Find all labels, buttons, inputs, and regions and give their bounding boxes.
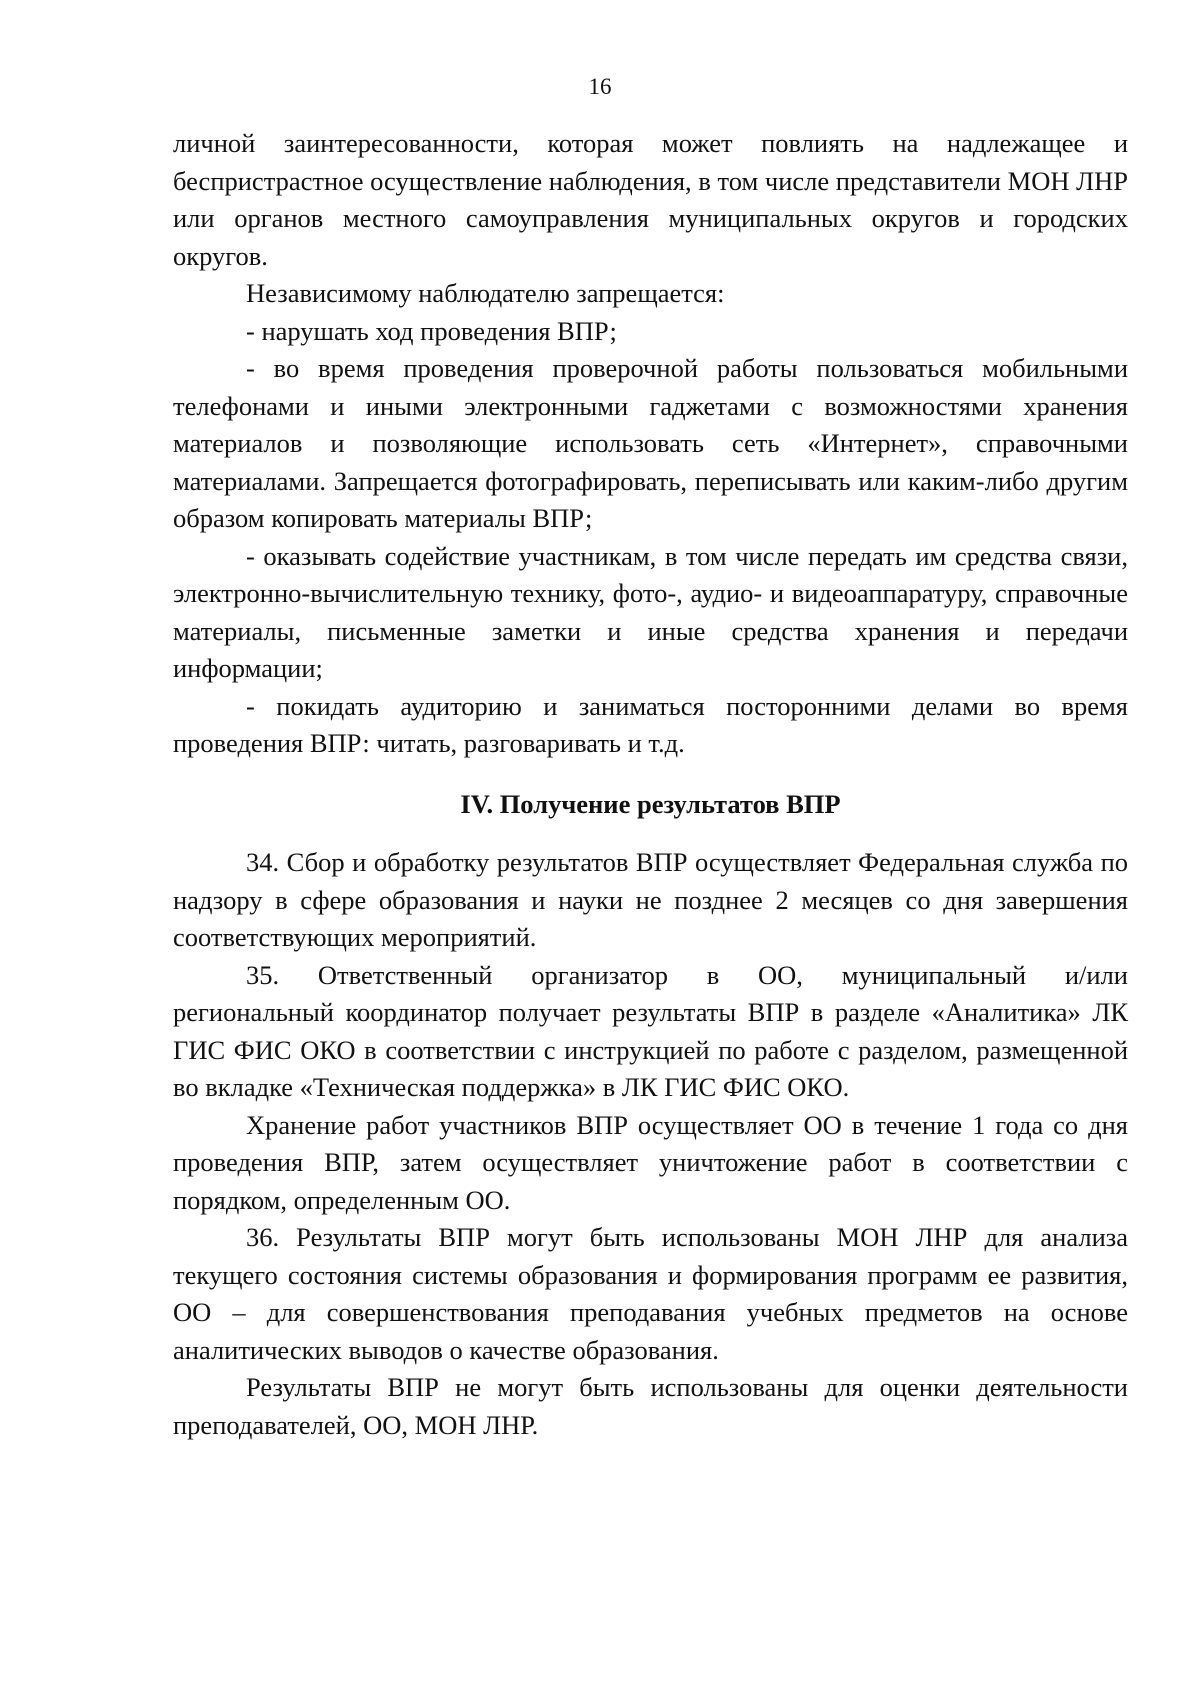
paragraph-35-first-line: 35. Ответственный организатор в ОО, муниципальный и/или — [246, 959, 1128, 990]
paragraph-continuation: личной заинтересованности, которая может повлиять на надлежащее и беспристрастное осуществление наблюдения, в том числе представители МОН ЛНР или органов местного самоуправления муниципальных округов и городских округов. — [173, 128, 1128, 271]
paragraph-36: 36. Результаты ВПР могут быть использованы МОН ЛНР для анализа текущего состояния системы образования и формирования программ ее развития, ОО – для совершенствования преподавания учебных предметов на основе аналитических выводов о качестве образования. — [173, 1222, 1128, 1365]
list-item-assistance: - оказывать содействие участникам, в том числе передать им средства связи, электронно-вычислительную технику, фото-, аудио- и видеоаппаратуру, справочные материалы, письменные заметки и иные средства хранения и передачи информации; — [173, 540, 1128, 683]
list-item-leave: - покидать аудиторию и заниматься посторонними делами во время проведения ВПР: читать, разговаривать и т.д. — [173, 690, 1128, 758]
paragraph-final: Результаты ВПР не могут быть использованы для оценки деятельности преподавателей, ОО, МОН ЛНР. — [173, 1372, 1128, 1440]
paragraph-storage: Хранение работ участников ВПР осуществляет ОО в течение 1 года со дня проведения ВПР, затем осуществляет уничтожение работ в соответствии с порядком, определенным ОО. — [173, 1109, 1128, 1215]
page-number: 16 — [588, 74, 612, 99]
document-body — [173, 125, 1128, 1444]
paragraph-35-rest: региональный координатор получает результаты ВПР в разделе «Аналитика» ЛК ГИС ФИС ОКО в соответствии с инструкцией по работе с разделом, размещенной во вкладке «Техническая поддержка» в ЛК ГИС ФИС ОКО. — [173, 997, 1128, 1102]
paragraph-34: 34. Сбор и обработку результатов ВПР осуществляет Федеральная служба по надзору в сфере образования и науки не позднее 2 месяцев со дня завершения соответствующих мероприятий. — [173, 847, 1128, 952]
paragraph-observer-prohibited: Независимому наблюдателю запрещается: — [246, 278, 725, 308]
list-item-disrupt: - нарушать ход проведения ВПР; — [246, 315, 617, 346]
list-item-devices: - во время проведения проверочной работы пользоваться мобильными телефонами и иными электронными гаджетами с возможностями хранения материалов и позволяющие использовать сеть «Интернет», справочными материалами. Запрещается фотографировать, переписывать или каким-либо другим образом копировать материалы ВПР; — [173, 353, 1128, 533]
section-heading: IV. Получение результатов ВПР — [460, 788, 841, 819]
